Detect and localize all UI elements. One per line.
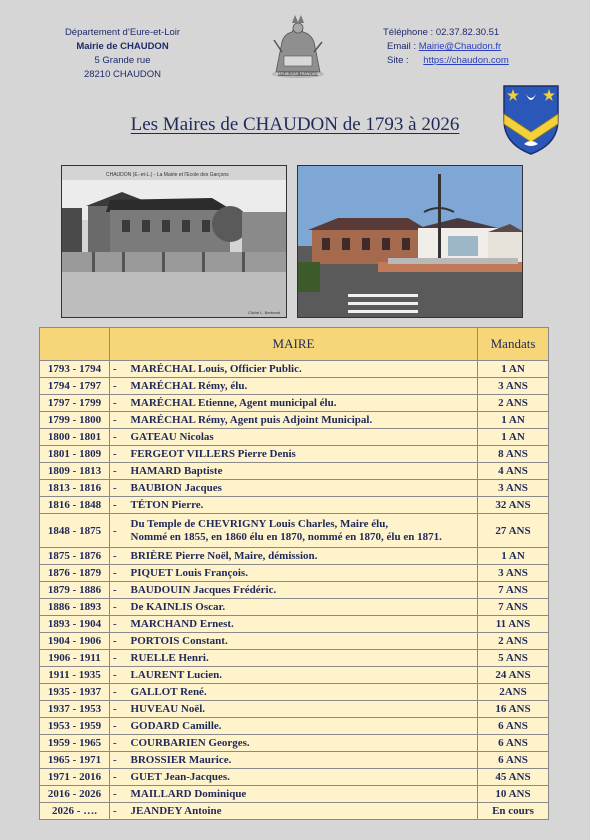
term-years: 1875 - 1876 (40, 548, 110, 565)
mandate-duration: En cours (478, 803, 549, 820)
mandate-duration: 3 ANS (478, 565, 549, 582)
term-years: 1911 - 1935 (40, 667, 110, 684)
mayor-name: MARÉCHAL Etienne, Agent municipal élu. (130, 395, 478, 412)
mayor-name: TÉTON Pierre. (130, 497, 478, 514)
term-years: 1801 - 1809 (40, 446, 110, 463)
phone-label: Téléphone : (383, 27, 434, 38)
row-dash: - (110, 361, 130, 378)
table-row (40, 633, 549, 650)
term-years: 1879 - 1886 (40, 582, 110, 599)
mayors-table (39, 327, 549, 820)
row-dash: - (110, 786, 130, 803)
mandate-duration: 10 ANS (478, 786, 549, 803)
mandate-duration: 4 ANS (478, 463, 549, 480)
table-row (40, 769, 549, 786)
row-dash: - (110, 378, 130, 395)
term-years: 1959 - 1965 (40, 735, 110, 752)
row-dash: - (110, 480, 130, 497)
site-row (383, 54, 509, 68)
phone-number: 02.37.82.30.51 (435, 27, 500, 38)
mayor-name: HAMARD Baptiste (130, 463, 478, 480)
mandate-duration: 2ANS (478, 684, 549, 701)
mayor-name: MARCHAND Ernest. (130, 616, 478, 633)
mandate-duration: 7 ANS (478, 582, 549, 599)
term-years: 1848 - 1875 (40, 514, 110, 548)
row-dash: - (110, 514, 130, 548)
mayor-name: GODARD Camille. (130, 718, 478, 735)
table-row (40, 463, 549, 480)
departement-line: Département d’Eure-et-Loir (64, 27, 181, 38)
term-years: 1809 - 1813 (40, 463, 110, 480)
page-title: Les Maires de CHAUDON de 1793 à 2026 (130, 114, 460, 135)
mandate-duration: 1 AN (478, 361, 549, 378)
row-dash: - (110, 769, 130, 786)
mandate-duration: 8 ANS (478, 446, 549, 463)
mairie-name: Mairie de CHAUDON (76, 41, 169, 52)
table-row (40, 514, 549, 548)
mandate-duration: 6 ANS (478, 735, 549, 752)
row-dash: - (110, 599, 130, 616)
mandate-duration: 2 ANS (478, 633, 549, 650)
table-row (40, 395, 549, 412)
mandate-duration: 16 ANS (478, 701, 549, 718)
email-row (383, 40, 509, 54)
mandate-duration: 24 ANS (478, 667, 549, 684)
row-dash: - (110, 412, 130, 429)
table-row (40, 684, 549, 701)
mayor-name: JEANDEY Antoine (130, 803, 478, 820)
mandate-duration: 7 ANS (478, 599, 549, 616)
contact-block (383, 26, 509, 68)
modern-mairie-photo (297, 165, 523, 318)
header-maire: MAIRE (110, 328, 478, 361)
seal-inscription: REPUBLIQUE FRANÇAISE (276, 72, 320, 76)
mandate-duration: 2 ANS (478, 395, 549, 412)
mandate-duration: 11 ANS (478, 616, 549, 633)
table-row (40, 667, 549, 684)
mayor-name: GATEAU Nicolas (130, 429, 478, 446)
row-dash: - (110, 667, 130, 684)
mandate-duration: 45 ANS (478, 769, 549, 786)
term-years: 1800 - 1801 (40, 429, 110, 446)
row-dash: - (110, 395, 130, 412)
table-row (40, 565, 549, 582)
mayor-name-line-1: Du Temple de CHEVRIGNY Louis Charles, Maire élu, (130, 517, 389, 530)
mairie-address-block (40, 26, 205, 82)
mayor-name: PORTOIS Constant. (130, 633, 478, 650)
mandate-duration: 27 ANS (478, 514, 549, 548)
header-mandats: Mandats (478, 328, 549, 361)
table-row (40, 735, 549, 752)
term-years: 1793 - 1794 (40, 361, 110, 378)
mayor-name: GUET Jean-Jacques. (130, 769, 478, 786)
row-dash: - (110, 718, 130, 735)
mayor-name: BROSSIER Maurice. (130, 752, 478, 769)
row-dash: - (110, 582, 130, 599)
table-row (40, 412, 549, 429)
term-years: 1965 - 1971 (40, 752, 110, 769)
old-photo-credit: Cliché L. Bertrand (248, 310, 281, 315)
mayor-name: COURBARIEN Georges. (130, 735, 478, 752)
mayor-name: BRIÈRE Pierre Noël, Maire, démission. (130, 548, 478, 565)
old-photo-caption: CHAUDON (E.-et-L.) - La Mairie et l'Ecole des Garçons (106, 172, 229, 178)
city-line: 28210 CHAUDON (83, 69, 162, 80)
row-dash: - (110, 497, 130, 514)
mayor-name: BAUBION Jacques (130, 480, 478, 497)
term-years: 1971 - 2016 (40, 769, 110, 786)
email-label: Email : (387, 41, 417, 52)
phone-row (383, 26, 509, 40)
marianne-seal-logo (262, 12, 334, 82)
mayor-name: MAILLARD Dominique (130, 786, 478, 803)
mayor-name: LAURENT Lucien. (130, 667, 478, 684)
mayor-name: PIQUET Louis François. (130, 565, 478, 582)
row-dash: - (110, 735, 130, 752)
mandate-duration: 3 ANS (478, 480, 549, 497)
mayor-name: RUELLE Henri. (130, 650, 478, 667)
mandate-duration: 3 ANS (478, 378, 549, 395)
term-years: 1813 - 1816 (40, 480, 110, 497)
table-row (40, 378, 549, 395)
mayor-name-line-2: Nommé en 1855, en 1860 élu en 1870, nommé en 1870, élu en 1871. (130, 530, 442, 543)
term-years: 1794 - 1797 (40, 378, 110, 395)
mandate-duration: 1 AN (478, 412, 549, 429)
mayor-name: FERGEOT VILLERS Pierre Denis (130, 446, 478, 463)
table-row (40, 480, 549, 497)
mandate-duration: 5 ANS (478, 650, 549, 667)
site-link[interactable]: https://chaudon.com (423, 55, 509, 66)
old-mairie-photo (61, 165, 287, 318)
table-row (40, 752, 549, 769)
table-row (40, 582, 549, 599)
table-row (40, 446, 549, 463)
table-row (40, 429, 549, 446)
table-row (40, 497, 549, 514)
term-years: 1953 - 1959 (40, 718, 110, 735)
table-row (40, 650, 549, 667)
row-dash: - (110, 650, 130, 667)
table-row (40, 599, 549, 616)
row-dash: - (110, 803, 130, 820)
table-row (40, 786, 549, 803)
row-dash: - (110, 616, 130, 633)
table-row (40, 548, 549, 565)
mayor-name: MARÉCHAL Louis, Officier Public. (130, 361, 478, 378)
term-years: 1906 - 1911 (40, 650, 110, 667)
term-years: 1893 - 1904 (40, 616, 110, 633)
mayor-name (130, 514, 478, 548)
mayor-name: MARÉCHAL Rémy, élu. (130, 378, 478, 395)
row-dash: - (110, 701, 130, 718)
mayor-name: GALLOT René. (130, 684, 478, 701)
table-row (40, 361, 549, 378)
row-dash: - (110, 429, 130, 446)
row-dash: - (110, 633, 130, 650)
term-years: 1935 - 1937 (40, 684, 110, 701)
row-dash: - (110, 752, 130, 769)
mandate-duration: 6 ANS (478, 752, 549, 769)
mayor-name: BAUDOUIN Jacques Frédéric. (130, 582, 478, 599)
header-years-cell (40, 328, 110, 361)
table-row (40, 701, 549, 718)
table-row (40, 718, 549, 735)
table-row (40, 616, 549, 633)
mayor-name: HUVEAU Noël. (130, 701, 478, 718)
term-years: 1886 - 1893 (40, 599, 110, 616)
row-dash: - (110, 463, 130, 480)
term-years: 2016 - 2026 (40, 786, 110, 803)
address-line: 5 Grande rue (94, 55, 151, 66)
mayor-name: De KAINLIS Oscar. (130, 599, 478, 616)
term-years: 1799 - 1800 (40, 412, 110, 429)
mandate-duration: 1 AN (478, 548, 549, 565)
term-years: 1797 - 1799 (40, 395, 110, 412)
row-dash: - (110, 565, 130, 582)
row-dash: - (110, 548, 130, 565)
row-dash: - (110, 684, 130, 701)
term-years: 1904 - 1906 (40, 633, 110, 650)
table-header-row (40, 328, 549, 361)
mandate-duration: 6 ANS (478, 718, 549, 735)
email-link[interactable]: Mairie@Chaudon.fr (418, 41, 502, 52)
row-dash: - (110, 446, 130, 463)
mandate-duration: 1 AN (478, 429, 549, 446)
term-years: 1816 - 1848 (40, 497, 110, 514)
mayor-name: MARÉCHAL Rémy, Agent puis Adjoint Municipal. (130, 412, 478, 429)
table-row (40, 803, 549, 820)
term-years: 1876 - 1879 (40, 565, 110, 582)
term-years: 1937 - 1953 (40, 701, 110, 718)
term-years: 2026 - …. (40, 803, 110, 820)
mandate-duration: 32 ANS (478, 497, 549, 514)
site-label: Site : (387, 55, 409, 66)
